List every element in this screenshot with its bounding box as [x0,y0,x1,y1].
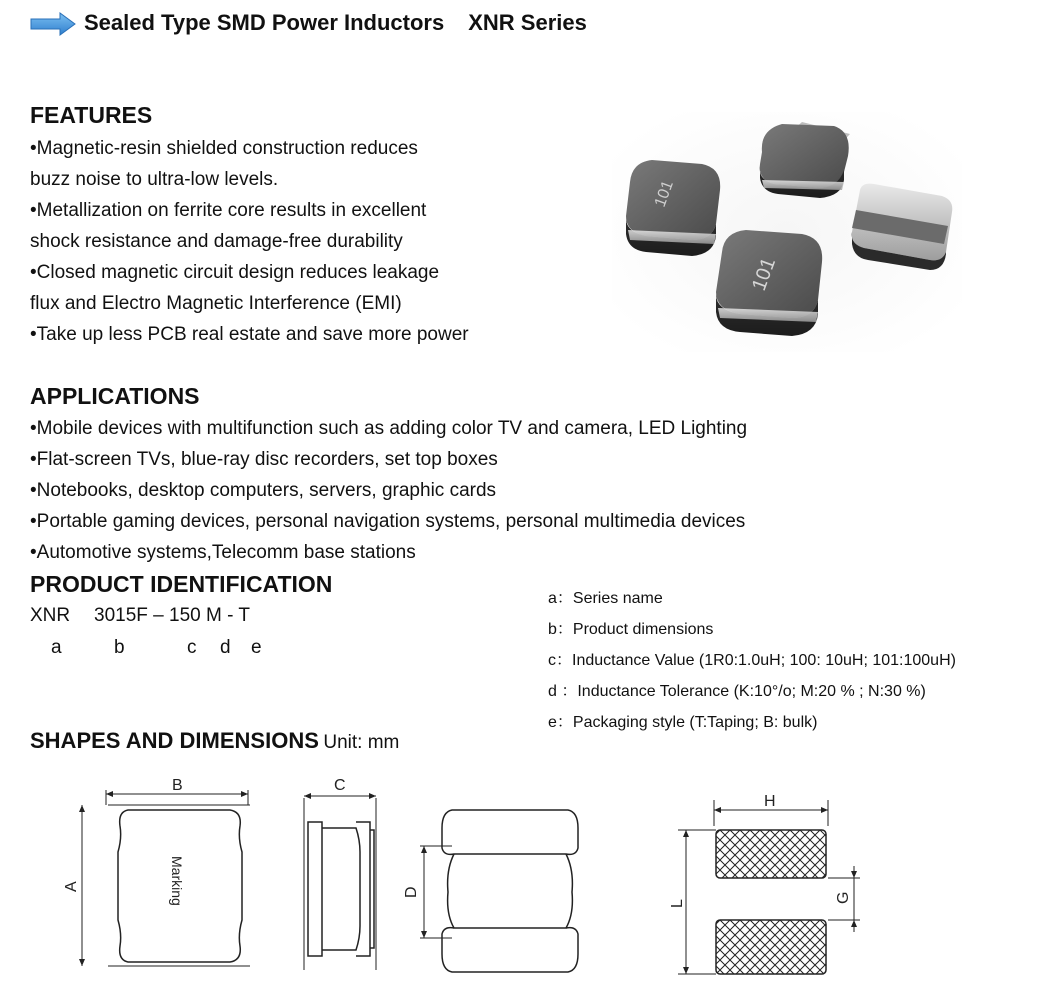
shapes-heading-row [30,728,399,754]
photo-marking: 101 [651,178,677,210]
legend-line: c：Inductance Value (1R0:1.0uH; 100: 10uH; 101:100uH) [548,652,956,669]
feature-line: •Metallization on ferrite core results in excellent [30,200,427,221]
code-letter-b: b [114,637,125,658]
application-line: •Automotive systems,Telecomm base stations [30,542,416,563]
features-heading: FEATURES [30,102,153,128]
dim-label-c: C [334,777,346,794]
dim-label-b: B [172,777,183,794]
dim-label-h: H [764,793,776,810]
part-code-prefix: XNR [30,605,71,626]
legend-line: a：Series name [548,590,663,607]
dim-label-d: D [403,886,420,898]
dim-label-l: L [669,899,686,908]
product-photo [612,112,962,352]
legend-line: d ：Inductance Tolerance (K:10°/o; M:20 % ; N:30 %) [548,683,926,700]
feature-line: flux and Electro Magnetic Interference (EMI) [30,293,402,314]
code-letter-c: c [187,637,197,658]
series-name: XNR Series [468,10,587,35]
feature-line: •Take up less PCB real estate and save more power [30,324,469,345]
side-view [304,777,376,970]
code-letter-e: e [251,637,262,658]
inductor [716,230,822,336]
page-title [84,10,587,36]
dimension-drawings [60,770,960,992]
arrow-icon [30,12,76,36]
application-line: •Flat-screen TVs, blue-ray disc recorders, set top boxes [30,449,498,470]
land-pattern [669,793,860,974]
feature-line: shock resistance and damage-free durability [30,231,403,252]
photo-marking: 101 [748,254,781,294]
feature-line: buzz noise to ultra-low levels. [30,169,279,190]
dim-label-a: A [63,881,80,892]
code-letter-d: d [220,637,231,658]
legend-line: b：Product dimensions [548,621,714,638]
code-letter-a: a [51,637,62,658]
inductor [852,184,953,270]
legend-line: e：Packaging style (T:Taping; B: bulk) [548,714,818,731]
inductor [626,160,720,256]
application-line: •Mobile devices with multifunction such as adding color TV and camera, LED Lighting [30,418,748,439]
part-code-body: 3015F – 150 M - T [94,605,250,626]
applications-heading: APPLICATIONS [30,383,200,409]
top-view [63,777,250,966]
application-line: •Portable gaming devices, personal navigation systems, personal multimedia devices [30,511,746,532]
marking-label: Marking [169,856,185,906]
shapes-heading: SHAPES AND DIMENSIONS [30,728,319,753]
application-line: •Notebooks, desktop computers, servers, graphic cards [30,480,497,501]
front-view [403,810,578,972]
dim-label-g: G [835,891,852,904]
feature-line: •Closed magnetic circuit design reduces leakage [30,262,440,283]
feature-line: •Magnetic-resin shielded construction reduces [30,138,418,159]
inductor [760,122,850,198]
product-id-heading: PRODUCT IDENTIFICATION [30,571,333,597]
unit-label: Unit: mm [323,732,400,753]
title-text: Sealed Type SMD Power Inductors [84,10,445,35]
